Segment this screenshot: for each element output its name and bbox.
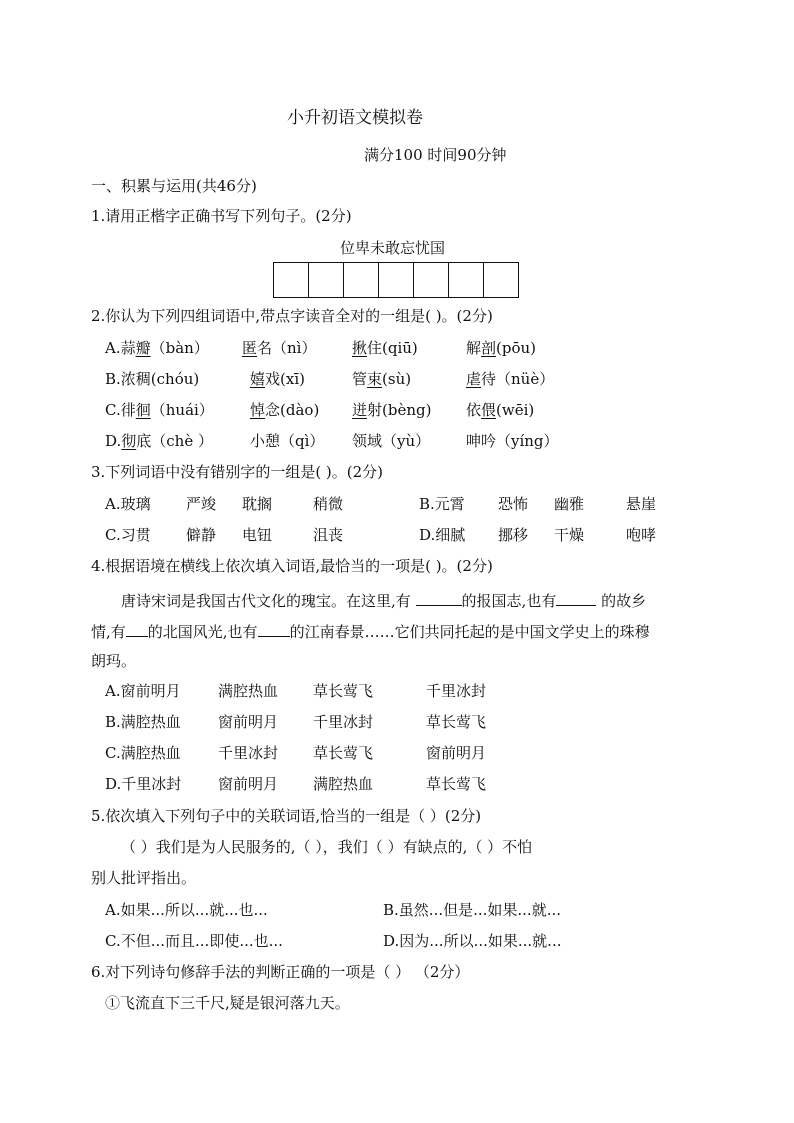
q3-word: 悬崖 — [626, 495, 657, 513]
q2-word — [352, 400, 431, 420]
q3-word: 沮丧 — [313, 526, 344, 544]
q1-sentence: 位卑未敢忘忧国 — [340, 239, 446, 257]
writing-cell[interactable] — [274, 263, 309, 297]
dotted-char: 揪 — [352, 339, 368, 357]
q4-option: 满腔热血 — [218, 682, 279, 700]
option-label: B. — [105, 370, 121, 388]
q2-word — [466, 400, 534, 420]
q4-option: 窗前明月 — [426, 744, 487, 762]
word-part: 名（nì） — [257, 339, 317, 357]
q4-option: C.满腔热血 — [105, 744, 181, 762]
q2-word — [352, 431, 430, 451]
q3-word: 幽雅 — [554, 495, 585, 513]
dotted-char: 迸 — [352, 401, 368, 419]
exam-meta: 满分100 时间90分钟 — [364, 146, 507, 164]
q4-passage-line — [121, 589, 646, 611]
option-label: A. — [105, 339, 121, 357]
section-heading: 一、积累与运用(共46分) — [91, 177, 257, 195]
dotted-char: 剖 — [481, 339, 497, 357]
writing-cell[interactable] — [379, 263, 414, 297]
q3-stem: 3.下列词语中没有错别字的一组是( )。(2分) — [91, 463, 384, 481]
q4-option: 满腔热血 — [313, 775, 374, 793]
word-part: 底（chè ） — [136, 432, 213, 450]
word-part: 呻吟（yíng） — [466, 432, 559, 450]
dotted-char: 瓣 — [135, 339, 151, 357]
q4-option: B.满腔热血 — [105, 713, 181, 731]
q5-option: D.因为...所以...如果...就... — [383, 932, 562, 950]
q5-sentence-line: （ ）我们是为人民服务的,（ ），我们（ ）有缺点的,（ ）不怕 — [121, 838, 533, 856]
q3-word: A.玻璃 — [105, 495, 151, 513]
passage-text: 的北国风光,也有 — [147, 623, 258, 641]
dotted-char: 徊 — [135, 401, 151, 419]
q5-option: A.如果...所以...就...也... — [105, 901, 268, 919]
passage-text: 的江南春景……它们共同托起的是中国文学史上的珠穆 — [289, 623, 650, 641]
option-label: C. — [105, 401, 121, 419]
q4-option: D.千里冰封 — [105, 775, 182, 793]
q2-option-row — [105, 400, 214, 420]
q4-option: 窗前明月 — [218, 713, 279, 731]
word-part: (sù) — [382, 370, 412, 388]
dotted-char: 彻 — [121, 432, 137, 450]
q3-word: 干燥 — [554, 526, 585, 544]
writing-cell[interactable] — [344, 263, 379, 297]
q2-word — [250, 431, 324, 451]
q4-option: 千里冰封 — [426, 682, 487, 700]
fill-blank[interactable] — [416, 589, 462, 606]
fill-blank[interactable] — [258, 620, 290, 637]
writing-cell[interactable] — [414, 263, 449, 297]
fill-blank[interactable] — [126, 620, 148, 637]
q2-stem: 2.你认为下列四组词语中,带点字读音全对的一组是( )。(2分) — [91, 307, 493, 325]
q2-word — [242, 338, 316, 358]
q4-option: 千里冰封 — [313, 713, 374, 731]
q3-word: 僻静 — [186, 526, 217, 544]
q4-option: A.窗前明月 — [105, 682, 181, 700]
dotted-char: 嬉 — [250, 370, 266, 388]
q5-option: C.不但...而且...即使...也... — [105, 932, 283, 950]
q2-word — [352, 338, 418, 358]
word-part: 念(dào) — [265, 401, 320, 419]
word-part: (wēi) — [496, 401, 535, 419]
word-part: 待（nüè） — [481, 370, 555, 388]
dotted-char: 悼 — [250, 401, 266, 419]
q4-passage-line — [91, 620, 650, 642]
q2-word — [250, 400, 319, 420]
q2-word — [250, 369, 305, 389]
word-part: (pōu) — [496, 339, 537, 357]
word-part: 戏(xī) — [265, 370, 305, 388]
word-part: 徘 — [120, 401, 136, 419]
q1-stem: 1.请用正楷字正确书写下列句子。(2分) — [91, 207, 352, 225]
q2-word — [466, 338, 536, 358]
q4-option: 草长莺飞 — [426, 713, 487, 731]
q5-option: B.虽然...但是...如果...就... — [383, 901, 562, 919]
q4-option: 草长莺飞 — [313, 682, 374, 700]
q6-stem: 6.对下列诗句修辞手法的判断正确的一项是（ ） （2分） — [91, 963, 470, 981]
q4-passage-line: 朗玛。 — [91, 652, 137, 670]
q2-option-row — [105, 338, 209, 358]
q6-poem-line: ①飞流直下三千尺,疑是银河落九天。 — [105, 994, 350, 1012]
q2-word — [352, 369, 411, 389]
q3-word: 严竣 — [186, 495, 217, 513]
word-part: 浓稠(chóu) — [120, 370, 200, 388]
writing-cell[interactable] — [449, 263, 484, 297]
passage-text: 唐诗宋词是我国古代文化的瑰宝。在这里,有 — [121, 592, 416, 610]
q4-option: 草长莺飞 — [313, 744, 374, 762]
word-part: 射(bèng) — [367, 401, 432, 419]
writing-cell[interactable] — [309, 263, 344, 297]
word-part: 蒜 — [120, 339, 136, 357]
q3-word: 咆哮 — [626, 526, 657, 544]
passage-text: 情,有 — [91, 623, 126, 641]
q5-sentence-line: 别人批评指出。 — [91, 869, 197, 887]
fill-blank[interactable] — [556, 589, 596, 606]
q4-option: 窗前明月 — [218, 775, 279, 793]
page-title: 小升初语文模拟卷 — [287, 108, 423, 128]
word-part: （huái） — [150, 401, 214, 419]
dotted-char: 虐 — [466, 370, 482, 388]
passage-text: 的报国志,也有 — [461, 592, 557, 610]
dotted-char: 束 — [367, 370, 383, 388]
q3-word: B.元霄 — [419, 495, 465, 513]
writing-grid[interactable] — [273, 262, 519, 298]
q3-word: 稍微 — [313, 495, 344, 513]
q2-word — [466, 431, 559, 451]
q3-word: 恐怖 — [498, 495, 529, 513]
word-part: 依 — [466, 401, 482, 419]
passage-text: 的故乡 — [596, 592, 647, 610]
dotted-char: 偎 — [481, 401, 497, 419]
q3-word: C.习贯 — [105, 526, 151, 544]
word-part: （bàn） — [150, 339, 209, 357]
dotted-char: 匿 — [242, 339, 258, 357]
option-label: D. — [105, 432, 122, 450]
q3-word: D.细腻 — [419, 526, 466, 544]
q3-word: 挪移 — [498, 526, 529, 544]
q4-stem: 4.根据语境在横线上依次填入词语,最恰当的一项是( )。(2分) — [91, 557, 493, 575]
q2-option-row — [105, 369, 199, 389]
word-part: 小憩（qì） — [250, 432, 325, 450]
q2-option-row — [105, 431, 213, 451]
writing-cell[interactable] — [484, 263, 518, 297]
q3-word: 耽搁 — [242, 495, 273, 513]
q5-stem: 5.依次填入下列句子中的关联词语,恰当的一组是（ ）(2分) — [91, 807, 482, 825]
word-part: 解 — [466, 339, 482, 357]
word-part: 管 — [352, 370, 368, 388]
q2-word — [466, 369, 554, 389]
q3-word: 电钮 — [242, 526, 273, 544]
word-part: 领域（yù） — [352, 432, 431, 450]
q4-option: 草长莺飞 — [426, 775, 487, 793]
word-part: 住(qiū) — [367, 339, 418, 357]
q4-option: 千里冰封 — [218, 744, 279, 762]
